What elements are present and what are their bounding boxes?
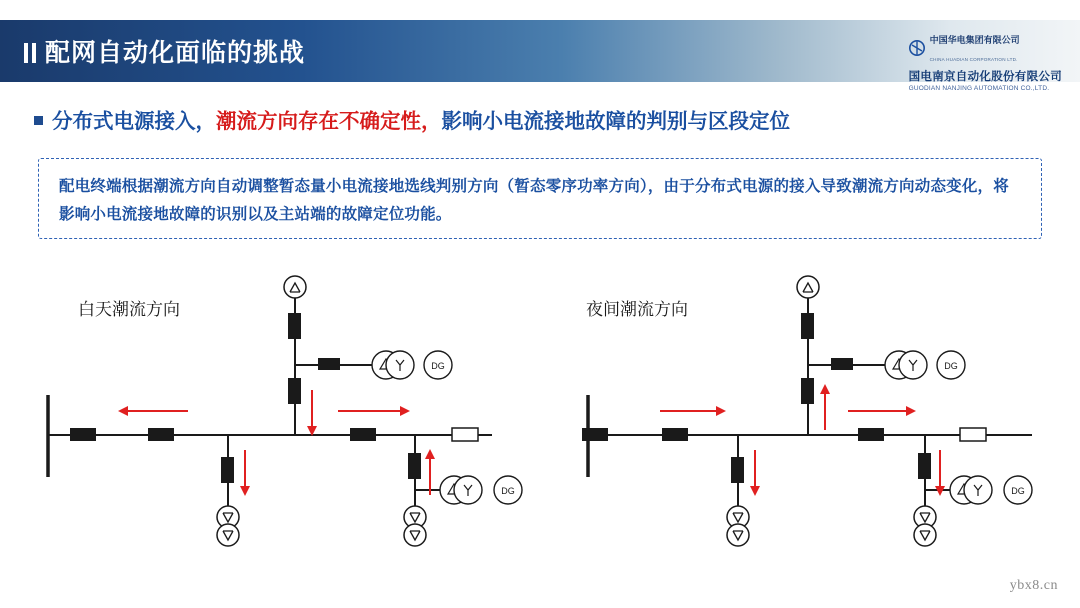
right-lower-transformer-dg <box>950 476 1032 504</box>
left-flow-arrows <box>118 390 435 496</box>
svg-text:DG: DG <box>944 361 958 371</box>
left-upper-transformer-dg <box>372 351 452 379</box>
left-open-switch <box>452 428 478 441</box>
logo-cn-main: 国电南京自动化股份有限公司 <box>908 71 1062 83</box>
right-switches <box>582 313 931 483</box>
headline-part-3: 影响小电流接地故障的判别与区段定位 <box>441 110 790 133</box>
logo-en-top: CHINA HUADIAN CORPORATION LTD. <box>929 57 1018 62</box>
company-logo <box>909 30 1062 93</box>
left-network-diagram <box>0 245 540 608</box>
callout-text: 配电终端根据潮流方向自动调整暂态量小电流接地选线判别方向（暂态零序功率方向），由于分布式电源的接入导致潮流方向动态变化，将影响小电流接地故障的识别以及主站端的故障定位功能。 <box>59 178 1009 223</box>
logo-en-main: GUODIAN NANJING AUTOMATION CO.,LTD. <box>908 85 1050 92</box>
logo-main-row <box>909 70 1062 93</box>
callout-box <box>38 158 1042 239</box>
diagram-area <box>0 245 1080 608</box>
svg-text:DG: DG <box>501 486 515 496</box>
huadian-logo-icon <box>909 40 925 56</box>
page-title <box>24 33 305 69</box>
slide-header <box>0 20 1080 92</box>
logo-cn-top: 中国华电集团有限公司 <box>929 35 1020 45</box>
left-lower-transformer-dg <box>440 476 522 504</box>
right-upper-transformer-dg <box>885 351 965 379</box>
headline-part-1: 分布式电源接入， <box>52 110 216 133</box>
svg-text:DG: DG <box>431 361 445 371</box>
headline <box>34 104 790 134</box>
svg-text:DG: DG <box>1011 486 1025 496</box>
right-network-diagram <box>540 245 1080 608</box>
right-panel-label: 夜间潮流方向 <box>586 300 688 319</box>
logo-top-row <box>909 30 1062 66</box>
bullet-square-icon <box>34 116 43 125</box>
title-bar-mark-2 <box>32 43 36 63</box>
headline-part-2: 潮流方向存在不确定性， <box>216 110 442 133</box>
logo-top-text <box>930 30 1020 66</box>
left-panel-label: 白天潮流方向 <box>78 300 180 319</box>
right-open-switch <box>960 428 986 441</box>
page-title-text: 配网自动化面临的挑战 <box>45 39 306 67</box>
title-bar-mark-1 <box>24 43 28 63</box>
watermark: ybx8.cn <box>1009 578 1058 593</box>
